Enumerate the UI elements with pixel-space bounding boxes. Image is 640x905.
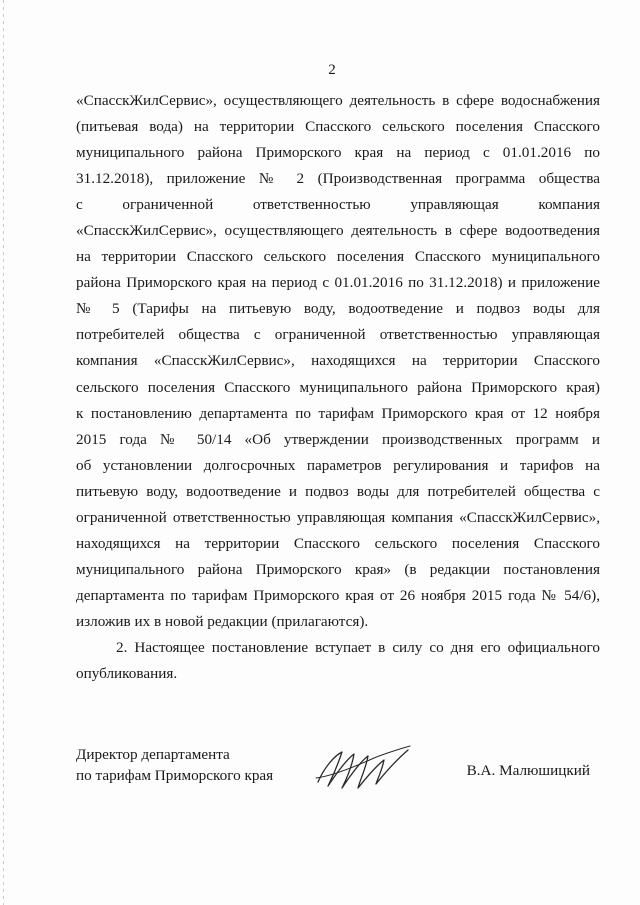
body-line: к постановлению департамента по тарифам Приморского края от 12 ноября bbox=[76, 404, 600, 422]
signatory-title-line-2: по тарифам Приморского края bbox=[76, 767, 274, 784]
document-body bbox=[76, 88, 600, 687]
signatory-title bbox=[76, 744, 273, 786]
body-line: сельского поселения Спасского муниципального района Приморского края) bbox=[76, 378, 600, 396]
body-line: 2015 года № 50/14 «Об утверждении производственных программ и bbox=[76, 430, 600, 448]
body-line: «СпасскЖилСервис», осуществляющего деятельность в сфере водоотведения bbox=[76, 222, 600, 240]
body-line: об установлении долгосрочных параметров регулирования и тарифов на bbox=[76, 456, 600, 474]
body-line: 31.12.2018), приложение № 2 (Производственная программа общества bbox=[76, 170, 600, 188]
body-line: с ограниченной ответственностью управляющая компания bbox=[76, 196, 600, 214]
signatory-title-line-1: Директор департамента bbox=[76, 746, 230, 763]
scan-edge-artifact bbox=[3, 0, 4, 905]
body-line: питьевую воду, водоотведение и подвоз воды для потребителей общества с bbox=[76, 482, 600, 500]
body-line: района Приморского края на период с 01.01.2016 по 31.12.2018) и приложение bbox=[76, 274, 600, 292]
page-number: 2 bbox=[328, 62, 336, 78]
body-line: муниципального района Приморского края» (в редакции постановления bbox=[76, 560, 600, 578]
body-line: изложив их в новой редакции (прилагаются). bbox=[76, 612, 369, 630]
body-line: на территории Спасского сельского поселения Спасского муниципального bbox=[76, 248, 600, 266]
body-line: потребителей общества с ограниченной ответственностью управляющая bbox=[76, 326, 600, 344]
body-line: компания «СпасскЖилСервис», находящихся на территории Спасского bbox=[76, 352, 600, 370]
handwritten-signature bbox=[312, 738, 412, 796]
body-line: (питьевая вода) на территории Спасского сельского поселения Спасского bbox=[76, 118, 600, 136]
body-line: № 5 (Тарифы на питьевую воду, водоотведение и подвоз воды для bbox=[76, 300, 600, 318]
body-line: ограниченной ответственностью управляющая компания «СпасскЖилСервис», bbox=[76, 508, 600, 526]
body-line: департамента по тарифам Приморского края от 26 ноября 2015 года № 54/6), bbox=[76, 586, 600, 604]
body-line: муниципального района Приморского края на период с 01.01.2016 по bbox=[76, 144, 600, 162]
signatory-name: В.А. Малюшицкий bbox=[466, 762, 590, 779]
body-line: находящихся на территории Спасского сельского поселения Спасского bbox=[76, 534, 600, 552]
clause-2-line: 2. Настоящее постановление вступает в силу со дня его официального bbox=[116, 638, 600, 656]
body-line: «СпасскЖилСервис», осуществляющего деятельность в сфере водоснабжения bbox=[76, 92, 600, 109]
clause-2-line: опубликования. bbox=[76, 665, 178, 683]
